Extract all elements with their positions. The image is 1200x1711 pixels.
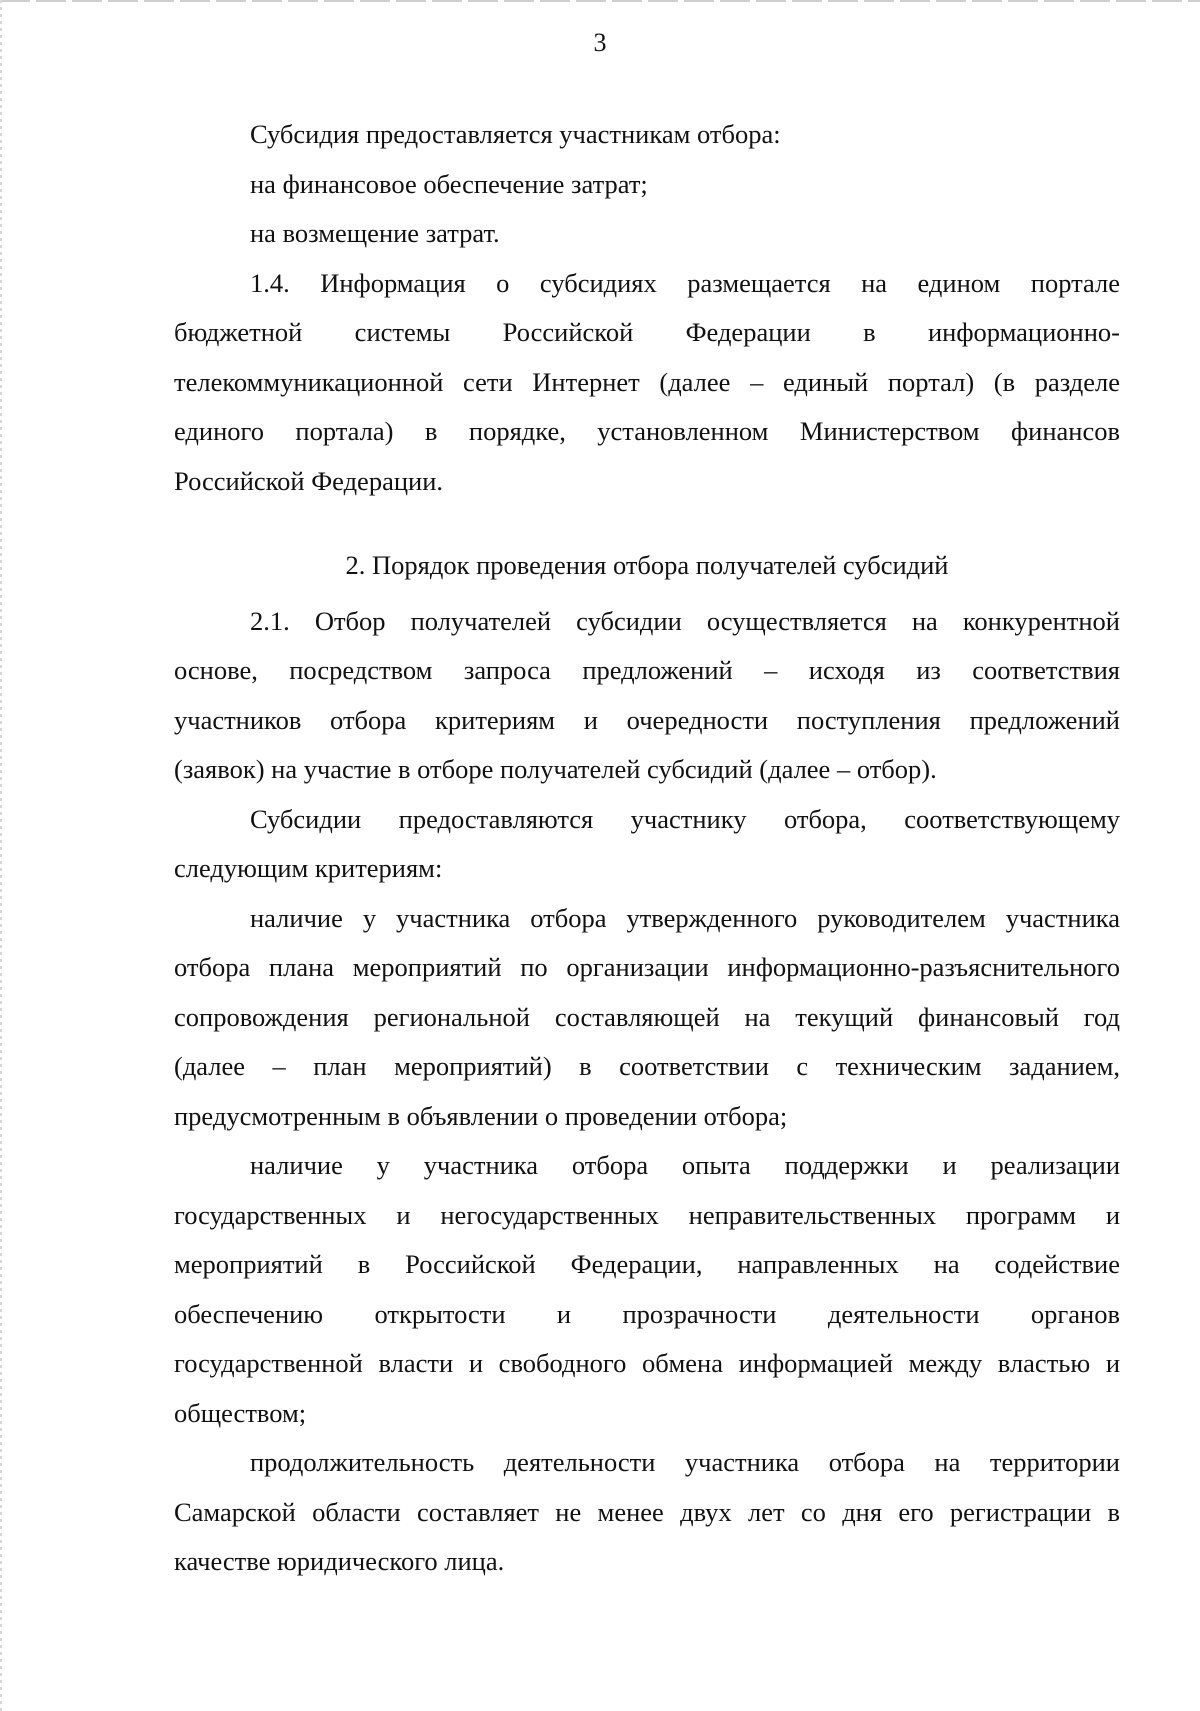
text-line: (заявок) на участие в отборе получателей субсидий (далее – отбор). (174, 754, 937, 784)
text-line: наличие у участника отбора утвержденного руководителем участника (250, 902, 1120, 933)
text-line: государственных и негосударственных неправительственных программ и (174, 1199, 1120, 1230)
text-line: Самарской области составляет не менее двух лет со дня его регистрации в (174, 1496, 1120, 1527)
text-line: бюджетной системы Российской Федерации в информационно- (174, 317, 1120, 347)
text-line: Субсидии предоставляются участнику отбора, соответствующему (250, 803, 1120, 834)
text-line: 2.1. Отбор получателей субсидии осуществляется на конкурентной (250, 605, 1120, 636)
section-heading: 2. Порядок проведения отбора получателей субсидий (345, 550, 949, 580)
scan-top-edge (0, 0, 1200, 2)
text-line: мероприятий в Российской Федерации, направленных на содействие (174, 1249, 1120, 1279)
text-line: продолжительность деятельности участника отбора на территории (250, 1447, 1120, 1477)
text-line: предусмотренным в объявлении о проведении отбора; (174, 1100, 788, 1131)
text-line: качестве юридического лица. (174, 1546, 505, 1576)
text-line: наличие у участника отбора опыта поддержки и реализации (250, 1150, 1120, 1180)
text-line: отбора плана мероприятий по организации информационно-разъяснительного (174, 952, 1120, 982)
text-line: телекоммуникационной сети Интернет (далее – единый портал) (в разделе (174, 366, 1120, 397)
text-line: на возмещение затрат. (250, 218, 500, 248)
text-line: государственной власти и свободного обмена информацией между властью и (174, 1348, 1120, 1378)
text-line: следующим критериям: (174, 853, 443, 883)
text-line: Российской Федерации. (174, 465, 443, 496)
text-line: обеспечению открытости и прозрачности деятельности органов (174, 1298, 1120, 1329)
text-line: Субсидия предоставляется участникам отбора: (250, 119, 781, 149)
document-body (174, 110, 1120, 1587)
text-line: сопровождения региональной составляющей на текущий финансовый год (174, 1001, 1120, 1032)
text-line: участников отбора критериям и очередности поступления предложений (174, 704, 1120, 735)
text-line: обществом; (174, 1397, 307, 1428)
text-line: 1.4. Информация о субсидиях размещается на едином портале (250, 267, 1120, 298)
text-line: (далее – план мероприятий) в соответствии с техническим заданием, (174, 1051, 1120, 1081)
text-line: единого портала) в порядке, установленном Министерством финансов (174, 416, 1120, 446)
page-number: 3 (593, 28, 607, 57)
text-line: основе, посредством запроса предложений – исходя из соответствия (174, 655, 1120, 685)
scan-left-edge (0, 0, 2, 1711)
text-line: на финансовое обеспечение затрат; (250, 168, 648, 199)
